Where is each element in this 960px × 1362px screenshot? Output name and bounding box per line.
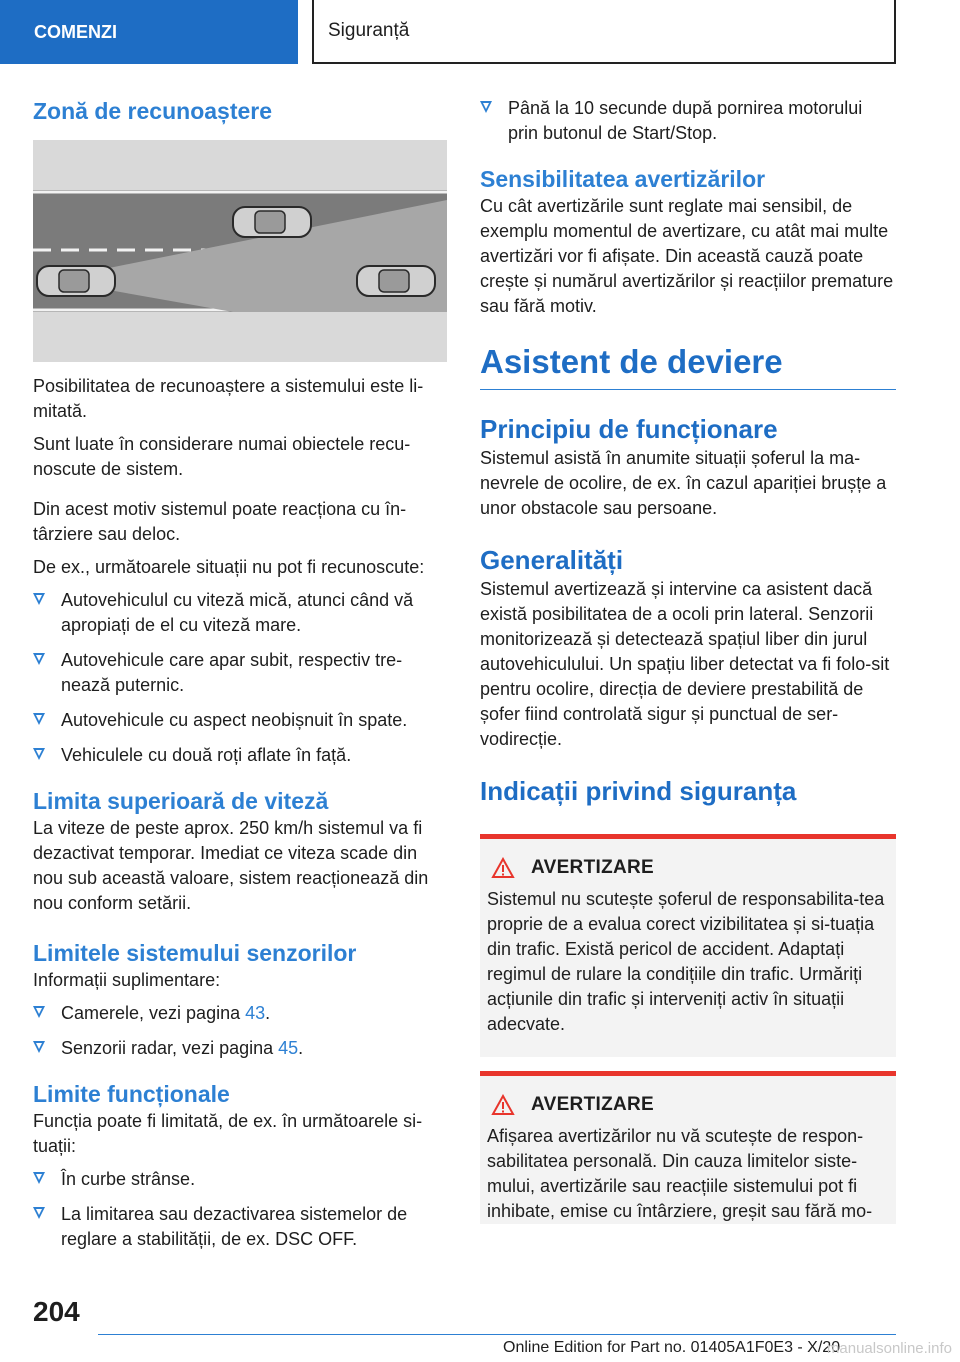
recognition-zone-illustration bbox=[33, 140, 447, 362]
car-icon bbox=[37, 266, 115, 296]
paragraph: Sunt luate în considerare numai obiectele recu-noscute de sistem. bbox=[33, 434, 411, 479]
car-icon bbox=[233, 207, 311, 237]
page-link[interactable]: 43 bbox=[245, 1003, 266, 1023]
left-column bbox=[33, 96, 447, 1262]
paragraph: Sistemul asistă în anumite situații șoferul la ma-nevrele de ocolire, de ex. în cazul apariției brușțe a unor obstacole sau persoane. bbox=[480, 448, 887, 518]
heading-functional-limits: Limite funcționale bbox=[33, 1081, 230, 1107]
warning-header bbox=[487, 1094, 888, 1116]
chapter-label: Siguranță bbox=[328, 20, 410, 41]
unrecognized-situations-list bbox=[33, 588, 447, 768]
page-number: 204 bbox=[33, 1296, 80, 1327]
list-item: Autovehicule cu aspect neobișnuit în spate. bbox=[33, 708, 447, 733]
list-item: La limitarea sau dezactivarea sistemelor de reglare a stabilității, de ex. DSC OFF. bbox=[33, 1202, 447, 1252]
section-label: COMENZI bbox=[34, 21, 117, 42]
heading-speed-limit: Limita superioară de viteză bbox=[33, 788, 329, 814]
paragraph: La viteze de peste aprox. 250 km/h sistemul va fi dezactivat temporar. Imediat ce viteza scade din nou sub această valoare, sistem reacționează din nou conform setării. bbox=[33, 818, 429, 913]
heading-sensor-limits: Limitele sistemului senzorilor bbox=[33, 940, 357, 966]
list-item: Vehiculele cu două roți aflate în față. bbox=[33, 743, 447, 768]
section-tab bbox=[0, 0, 298, 64]
footer-divider bbox=[98, 1334, 896, 1335]
list-item: În curbe strânse. bbox=[33, 1167, 447, 1192]
triangle-bullet-icon bbox=[33, 1172, 45, 1184]
warning-title: AVERTIZARE bbox=[531, 1094, 654, 1115]
triangle-bullet-icon bbox=[33, 713, 45, 725]
triangle-bullet-icon bbox=[33, 593, 45, 605]
list-item: Autovehicule care apar subit, respectiv tre-nează puternic. bbox=[33, 648, 447, 698]
continued-list bbox=[480, 96, 896, 146]
list-item: Senzorii radar, vezi pagina 45. bbox=[33, 1036, 447, 1061]
warning-box bbox=[480, 1071, 896, 1224]
paragraph: Informații suplimentare: bbox=[33, 970, 221, 990]
warning-text: Sistemul nu scutește șoferul de responsabilita-tea proprie de a evalua corect vizibilitatea și si-tuația din trafic. Există pericol de accident. Adaptați regimul de rulare la condițiile din trafic. Urmăriți acțiunile din trafic și interveniți activ în situații adecvate. bbox=[487, 889, 885, 1034]
warning-header bbox=[487, 857, 888, 879]
paragraph: Sistemul avertizează și intervine ca asistent dacă există posibilitatea de a ocoli prin lateral. Senzorii monitorizează și detectează spațiul liber din jurul autovehiculului. Un spațiu liber detectat va fi folo-sit pentru ocolire, direcția de deviere prestabilită de șofer fiind controlată sigur și punctual de ser-vodirecție. bbox=[480, 579, 890, 749]
right-column bbox=[480, 96, 896, 1224]
triangle-bullet-icon bbox=[480, 101, 492, 113]
paragraph: Cu cât avertizările sunt reglate mai sensibil, de exemplu momentul de avertizare, cu atât mai multe avertizări vor fi afișate. Din această cauză poate crește și numărul avertizărilor și reacțiilor premature sau fără motiv. bbox=[480, 196, 894, 316]
functional-limits-list bbox=[33, 1167, 447, 1252]
heading-operating-principle: Principiu de funcționare bbox=[480, 414, 778, 444]
chapter-header bbox=[312, 0, 896, 64]
paragraph: Din acest motiv sistemul poate reacționa cu în-târziere sau deloc. bbox=[33, 499, 407, 544]
edition-note: Online Edition for Part no. 01405A1F0E3 - X/20 bbox=[503, 1339, 841, 1356]
warning-icon bbox=[491, 1094, 515, 1116]
list-item: Autovehiculul cu viteză mică, atunci când vă apropiați de el cu viteză mare. bbox=[33, 588, 447, 638]
warning-title: AVERTIZARE bbox=[531, 857, 654, 878]
watermark: manualsonline.info bbox=[826, 1340, 952, 1357]
list-item: Camerele, vezi pagina 43. bbox=[33, 1001, 447, 1026]
sensor-list bbox=[33, 1001, 447, 1061]
heading-general: Generalități bbox=[480, 545, 624, 575]
paragraph: De ex., următoarele situații nu pot fi recunoscute: bbox=[33, 557, 425, 577]
triangle-bullet-icon bbox=[33, 653, 45, 665]
page-link[interactable]: 45 bbox=[278, 1038, 299, 1058]
triangle-bullet-icon bbox=[33, 1006, 45, 1018]
heading-recognition-zone: Zonă de recunoaștere bbox=[33, 98, 273, 124]
triangle-bullet-icon bbox=[33, 1041, 45, 1053]
triangle-bullet-icon bbox=[33, 1207, 45, 1219]
warning-text: Afișarea avertizărilor nu vă scutește de respon-sabilitatea personală. Din cauza limitelor siste-mului, avertizările sau reacțiile sistemului pot fi inhibate, emise cu întârziere, greșit sau fără mo- bbox=[487, 1126, 873, 1221]
car-icon bbox=[357, 266, 435, 296]
triangle-bullet-icon bbox=[33, 748, 45, 760]
warning-box bbox=[480, 834, 896, 1057]
heading-safety-notes: Indicații privind siguranța bbox=[480, 776, 797, 806]
heading-warning-sensitivity: Sensibilitatea avertizărilor bbox=[480, 166, 766, 192]
paragraph: Posibilitatea de recunoaștere a sistemului este li-mitată. bbox=[33, 376, 424, 421]
paragraph: Funcția poate fi limitată, de ex. în următoarele si-tuații: bbox=[33, 1111, 423, 1156]
list-item: Până la 10 secunde după pornirea motorului prin butonul de Start/Stop. bbox=[480, 96, 896, 146]
heading-evasion-assistant: Asistent de deviere bbox=[480, 341, 896, 390]
warning-icon bbox=[491, 857, 515, 879]
